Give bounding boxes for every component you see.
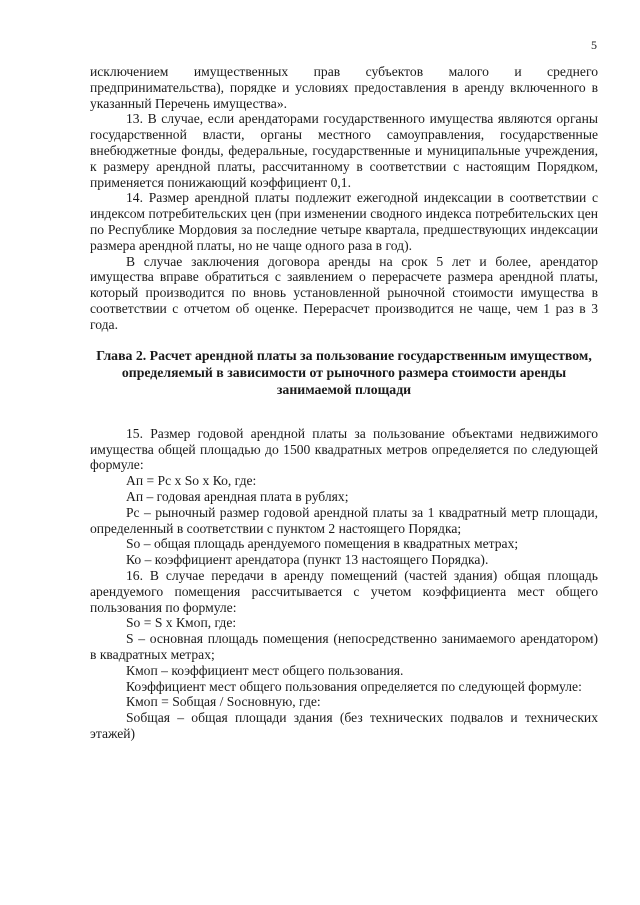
formula: Ап = Рс х So х Ко, где: bbox=[126, 473, 257, 489]
paragraph-16: 16. В случае передачи в аренду помещений (частей здания) общая площадь арендуемого помещения рассчитывается с учетом коэффициента мест общего пользования по формуле: bbox=[90, 567, 598, 615]
paragraph: В случае заключения договора аренды на срок 5 лет и более, арендатор имущества вправе обратиться с заявлением о перерасчете размера арендной платы, который производится по вновь установленной рыночной стоимости имущества в соответствии с отчетом об оценке. Перерасчет производится не чаще, чем 1 раз в 3 года. bbox=[90, 253, 598, 332]
formula-term: Ап – годовая арендная плата в рублях; bbox=[126, 488, 349, 504]
page-number: 5 bbox=[591, 38, 597, 52]
chapter-heading: Глава 2. Расчет арендной платы за пользование государственным имуществом, определяемый в зависимости от рыночного размера стоимости аренды занимаемой площади bbox=[96, 347, 592, 398]
paragraph-14: 14. Размер арендной платы подлежит ежегодной индексации в соответствии с индексом потребительских цен (при изменении сводного индекса потребительских цен по Республике Мордовия за последние четыре квартала, предшествующих индексации размера арендной платы, но не чаще одного раза в год). bbox=[90, 190, 598, 253]
formula-term: Кмоп – коэффициент мест общего пользования. bbox=[126, 662, 404, 678]
formula-term: Sобщая – общая площади здания (без технических подвалов и технических этажей) bbox=[90, 710, 598, 741]
paragraph-15: 15. Размер годовой арендной платы за пользование объектами недвижимого имущества общей площадью до 1500 квадратных метров определяется по следующей формуле: bbox=[90, 425, 598, 473]
document-body bbox=[90, 64, 598, 742]
paragraph: исключением имущественных прав субъектов малого и среднего предпринимательства), порядке и условиях предоставления в аренду включенного в указанный Перечень имущества». bbox=[90, 64, 598, 111]
paragraph-13: 13. В случае, если арендаторами государственного имущества являются органы государственной власти, органы местного самоуправления, государственные внебюджетные фонды, федеральные, государственные и муниципальные учреждения, к размеру арендной платы, рассчитанному в соответствии с настоящим Порядком, применяется понижающий коэффициент 0,1. bbox=[90, 111, 598, 190]
formula: Кмоп = Sобщая / Sосновную, где: bbox=[126, 694, 321, 710]
formula-term: S – основная площадь помещения (непосредственно занимаемого арендатором) в квадратных метрах; bbox=[90, 631, 598, 662]
paragraph: Коэффициент мест общего пользования определяется по следующей формуле: bbox=[126, 678, 582, 694]
formula-term: So – общая площадь арендуемого помещения в квадратных метрах; bbox=[126, 536, 519, 552]
formula-term: Ко – коэффициент арендатора (пункт 13 настоящего Порядка). bbox=[126, 552, 489, 568]
formula: So = S х Кмоп, где: bbox=[126, 615, 237, 631]
formula-term: Рс – рыночный размер годовой арендной платы за 1 квадратный метр площади, определенный в соответствии с пунктом 2 настоящего Порядка; bbox=[90, 504, 598, 536]
